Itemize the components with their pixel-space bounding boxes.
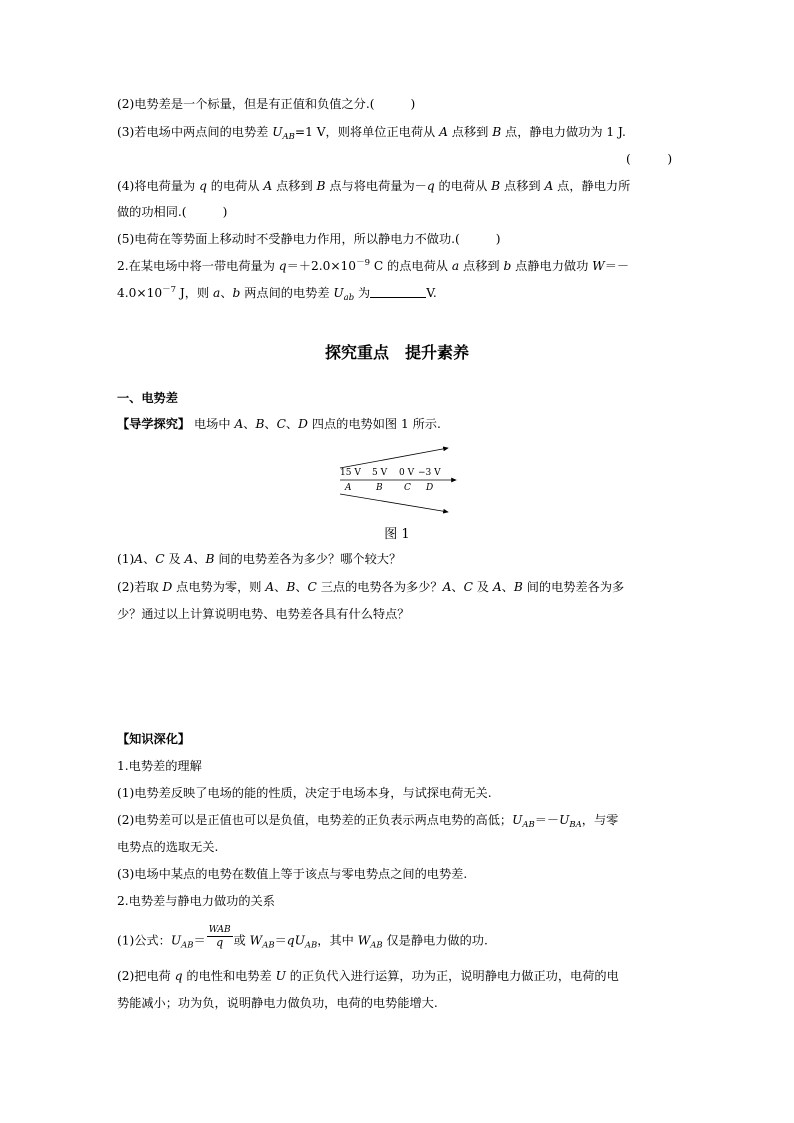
formula-fraction: $\frac{\text{WAB}}{q}$ [208, 925, 231, 949]
inquiry-question-2-line2: 少？通过以上计算说明电势、电势差各具有什么特点？ [117, 607, 410, 621]
guide-inquiry: 【导学探究】 电场中 A、B、C、D 四点的电势如图 1 所示. [117, 417, 441, 431]
point-label-a: A [345, 483, 352, 493]
knowledge-point-1: (1)电势差反映了电场的能的性质，决定于电场本身，与试探电荷无关. [117, 786, 492, 800]
field-line-figure [338, 446, 463, 516]
potential-label-b: 5 V [372, 468, 388, 478]
potential-label-d: −3 V [418, 468, 441, 478]
question-2-line1: 2.在某电场中将一带电荷量为 $q=+2.0\times 10^{-9}$ C 的点电荷从 a 点移到 b 点静电力做功 W＝－ [117, 258, 630, 273]
knowledge-point-2-line2: 电势点的选取无关. [117, 840, 219, 854]
knowledge-point-5-line2: 势能减小；功为负，说明静电力做负功，电荷的电势能增大. [117, 996, 438, 1010]
point-label-c: C [404, 483, 411, 493]
potential-label-a: 15 V [340, 468, 361, 478]
judge-item-4: (4)将电荷量为 q 的电荷从 A 点移到 B 点与将电荷量为－q 的电荷从 B 点移到 A 点，静电力所 [117, 179, 631, 193]
knowledge-point-2: (2)电势差可以是正值也可以是负值，电势差的正负表示两点电势的高低；$U_{AB}=-U_{BA}$，与零 [117, 813, 619, 830]
answer-blank[interactable] [370, 285, 426, 298]
potential-label-c: 0 V [399, 468, 415, 478]
knowledge-point-5: (2)把电荷 q 的电性和电势差 U 的正负代入进行运算，功为正，说明静电力做正功，电荷的电 [117, 969, 619, 983]
subsection-title: 一、电势差 [117, 391, 178, 405]
judge-item-4-line2: 做的功相同.( ) [117, 205, 228, 219]
point-label-d: D [426, 483, 434, 493]
field-line-upper [340, 448, 448, 468]
inquiry-question-1: (1)A、C 及 A、B 间的电势差各为多少？哪个较大？ [117, 552, 402, 566]
question-2-line2: $4.0\times 10^{-7}$ J，则 a、b 两点间的电势差 $U_{ab}$ 为 V. [117, 285, 437, 303]
judge-item-5: (5)电荷在等势面上移动时不受静电力作用，所以静电力不做功.( ) [117, 232, 501, 246]
judge-item-3-paren: ( ) [626, 152, 673, 166]
knowledge-label: 【知识深化】 [117, 732, 191, 746]
judge-item-2: (2)电势差是一个标量，但是有正值和负值之分.( ) [117, 97, 416, 111]
knowledge-heading-2: 2.电势差与静电力做功的关系 [117, 894, 275, 908]
field-line-lower [340, 494, 448, 512]
section-title: 探究重点 提升素养 [324, 343, 469, 362]
knowledge-point-3: (3)电场中某点的电势在数值上等于该点与零电势点之间的电势差. [117, 867, 468, 881]
formula-line: (1)公式：$U_{AB}=$ $\frac{\text{WAB}}{q}$ 或 $W_{AB}=qU_{AB}$，其中 $W_{AB}$ 仅是静电力做的功. [117, 925, 488, 951]
point-label-b: B [376, 483, 383, 493]
knowledge-heading-1: 1.电势差的理解 [117, 759, 202, 773]
judge-item-3: (3)若电场中两点间的电势差 $U_{AB}=1$ V，则将单位正电荷从 A 点移到 B 点，静电力做功为 1 J. [117, 125, 626, 142]
inquiry-question-2: (2)若取 D 点电势为零，则 A、B、C 三点的电势各为多少？A、C 及 A、B 间的电势差各为多 [117, 580, 625, 594]
figure-caption: 图 1 [384, 527, 410, 542]
